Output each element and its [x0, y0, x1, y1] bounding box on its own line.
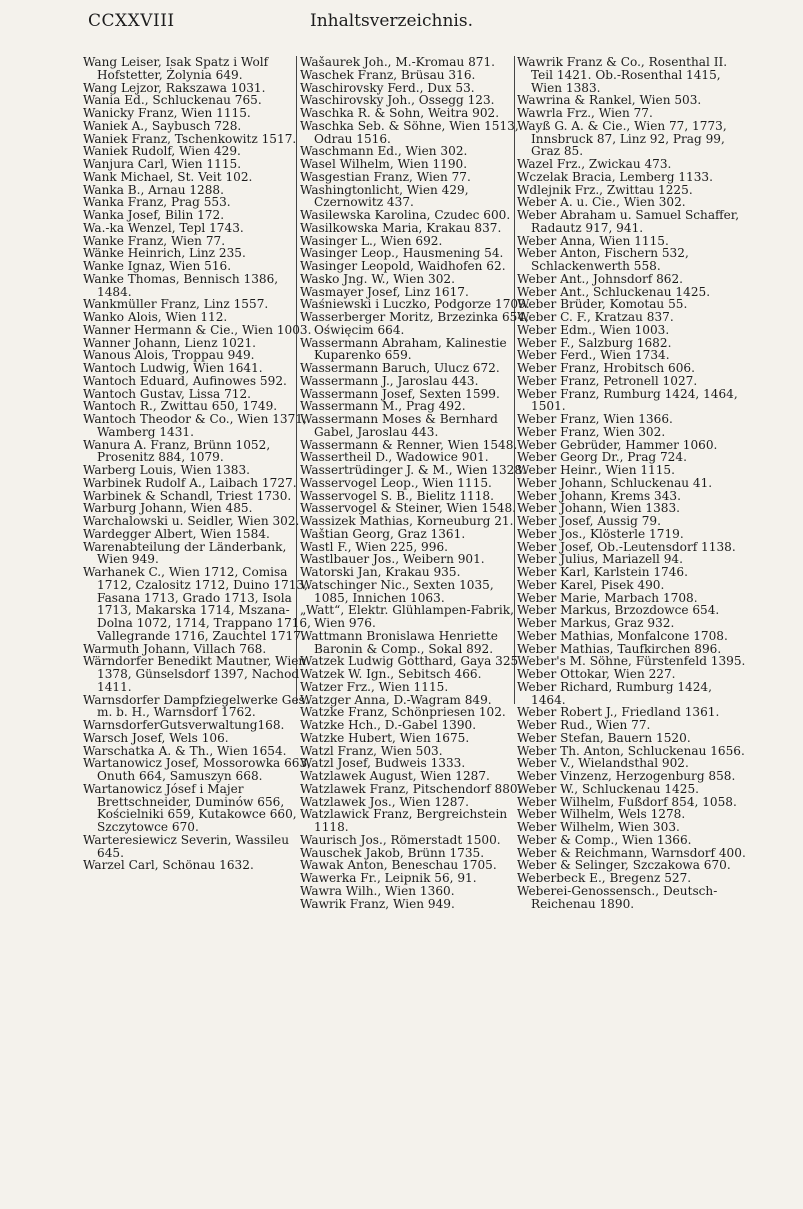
- index-entry: Wa.-ka Wenzel, Tepl 1743.: [83, 220, 244, 235]
- index-entry: Warzel Carl, Schönau 1632.: [83, 858, 254, 873]
- index-entry: Wantoch R., Zwittau 650, 1749.: [83, 399, 278, 414]
- index-entry: Weber Markus, Graz 932.: [517, 616, 675, 630]
- index-entry: Weber Franz, Rumburg 1424, 1464, 1501.: [517, 386, 738, 414]
- index-entry: Weber Richard, Rumburg 1424, 1464.: [517, 679, 712, 707]
- index-entry: Watzlawek Franz, Pitschendorf 880.: [300, 781, 522, 796]
- index-entry: Wasel Wilhelm, Wien 1190.: [300, 157, 468, 171]
- index-entry: Wank Michael, St. Veit 102.: [83, 169, 253, 184]
- index-entry: Wartanowicz Josef, Mossorowka 663, Onuth 664, Samuszyn 668.: [83, 756, 312, 783]
- index-entry: Watzke Hch., D.-Gabel 1390.: [300, 718, 477, 732]
- index-entry: Wasinger L., Wien 692.: [300, 233, 443, 248]
- index-entry: Wassertrüdinger J. & M., Wien 1328.: [300, 463, 526, 477]
- index-entry: Warnsdorfer Dampfziegelwerke Ges. m. b. H., Warnsdorf 1762.: [83, 692, 309, 720]
- index-entry: Wassermann M., Prag 492.: [300, 399, 466, 414]
- index-entry: Wanke Franz, Wien 77.: [83, 233, 226, 248]
- index-entry: Weber C. F., Kratzau 837.: [517, 310, 674, 324]
- index-entry: Waschmann Ed., Wien 302.: [300, 144, 468, 159]
- index-entry: Wawra Wilh., Wien 1360.: [300, 883, 455, 898]
- index-entry: Waurisch Jos., Römerstadt 1500.: [300, 832, 501, 847]
- index-entry: Wasserberger Moritz, Brzezinka 654, Oświęcim 664.: [300, 310, 529, 337]
- index-entry: Weber Ferd., Wien 1734.: [517, 348, 670, 363]
- index-entry: Weber Ant., Johnsdorf 862.: [517, 271, 684, 286]
- index-entry: Wanka B., Arnau 1288.: [83, 182, 224, 197]
- index-entry: Wassermann Moses & Bernhard Gabel, Jaroslau 443.: [300, 412, 498, 439]
- index-entry: Wdlejnik Frz., Zwittau 1225.: [517, 182, 693, 197]
- index-entry: Weber & Selinger, Szczakowa 670.: [517, 858, 731, 873]
- index-entry: Wassermann Baruch, Ulucz 672.: [300, 361, 500, 375]
- index-entry: Wänke Heinrich, Linz 235.: [83, 246, 246, 261]
- index-entry: Wartanowicz Jósef i Majer Brettschneider, Duminów 656, Kościelniki 659, Kutakowce 660, Szczytowce 670.: [83, 781, 297, 834]
- index-entry: Weber Ant., Schluckenau 1425.: [517, 284, 711, 299]
- index-entry: Warschatka A. & Th., Wien 1654.: [83, 743, 287, 758]
- index-entry: Weber W., Schluckenau 1425.: [517, 781, 699, 796]
- index-entry: Warchalowski u. Seidler, Wien 302.: [83, 514, 300, 528]
- index-entry: Watzer Frz., Wien 1115.: [300, 679, 449, 694]
- index-entry: Wanka Josef, Bilin 172.: [83, 208, 225, 222]
- index-entry: Wawrik Franz, Wien 949.: [300, 896, 455, 911]
- index-entry: Wawak Anton, Beneschau 1705.: [300, 858, 497, 873]
- index-entry: Watzke Franz, Schönpriesen 102.: [300, 705, 506, 720]
- index-entry: Watzl Josef, Budweis 1333.: [300, 756, 466, 771]
- index-entry: Watzl Franz, Wien 503.: [300, 743, 443, 758]
- index-entry: Weber Josef, Aussig 79.: [517, 514, 661, 528]
- index-entry: Wazel Frz., Zwickau 473.: [517, 157, 672, 171]
- index-entry: Weberbeck E., Bregenz 527.: [517, 871, 692, 885]
- index-entry: Wantoch Theodor & Co., Wien 1371, Wamberg 1431.: [83, 412, 307, 439]
- index-entry: Waschek Franz, Brüsau 316.: [300, 67, 476, 82]
- index-entry: Wasservogel Leop., Wien 1115.: [300, 475, 492, 490]
- index-entry: Weber Karl, Karlstein 1746.: [517, 565, 688, 579]
- index-entry: Wang Leiser, Isak Spatz i Wolf Hofstetter, Żolynia 649.: [83, 55, 269, 82]
- index-entry: Wassermann J., Jaroslau 443.: [300, 373, 479, 388]
- index-entry: Wastl F., Wien 225, 996.: [300, 539, 448, 554]
- index-entry: Wattmann Bronislawa Henriette Baronin & Comp., Sokal 892.: [300, 628, 498, 656]
- index-entry: Weber Stefan, Bauern 1520.: [517, 730, 691, 745]
- index-entry: Wasinger Leopold, Waidhofen 62.: [300, 259, 506, 273]
- index-entry: Weberei-Genossensch., Deutsch-Reichenau 1890.: [517, 883, 718, 911]
- index-entry: Watzlawick Franz, Bergreichstein 1118.: [300, 807, 508, 834]
- index-entry: Wardegger Albert, Wien 1584.: [83, 526, 270, 541]
- index-entry: Wang Lejzor, Rakszawa 1031.: [83, 80, 266, 95]
- index-entry: Wassermann & Renner, Wien 1548.: [300, 437, 518, 452]
- index-entry: Waschka Seb. & Söhne, Wien 1513, Odrau 1516.: [300, 118, 519, 146]
- index-entry: Wassizek Mathias, Korneuburg 21.: [300, 514, 514, 528]
- index-entry: Wanicky Franz, Wien 1115.: [83, 106, 251, 120]
- index-entry: Weber Edm., Wien 1003.: [517, 322, 670, 337]
- index-entry: Weber & Comp., Wien 1366.: [517, 832, 692, 847]
- index-entry: Weber V., Wielandsthal 902.: [517, 756, 689, 771]
- index-entry: Wanura A. Franz, Brünn 1052, Prosenitz 884, 1079.: [83, 437, 271, 465]
- index-entry: Wanner Hermann & Cie., Wien 1003.: [83, 322, 312, 337]
- index-entry: Wastlbauer Jos., Weibern 901.: [300, 552, 485, 567]
- index-entry: Weber's M. Söhne, Fürstenfeld 1395.: [517, 654, 746, 669]
- index-entry: Watzke Hubert, Wien 1675.: [300, 730, 470, 745]
- index-entry: Watzek Ludwig Gotthard, Gaya 325: [300, 654, 519, 669]
- index-entry: Wawerka Fr., Leipnik 56, 91.: [300, 871, 477, 885]
- index-entry: Warteresiewicz Severin, Wassileu 645.: [83, 832, 290, 860]
- index-entry: Wasko Jng. W., Wien 302.: [300, 271, 455, 286]
- index-entry: Warmuth Johann, Villach 768.: [83, 641, 267, 656]
- index-entry: Weber Franz, Petronell 1027.: [517, 373, 698, 388]
- index-entry: Warbinek & Schandl, Triest 1730.: [83, 488, 292, 503]
- index-entry: Weber Anton, Fischern 532, Schlackenwerth 558.: [517, 246, 689, 273]
- index-column-1: [83, 55, 313, 873]
- index-entry: Weber Vinzenz, Herzogenburg 858.: [517, 769, 736, 783]
- index-entry: Wanjura Carl, Wien 1115.: [83, 157, 242, 171]
- index-entry: Wasinger Leop., Hausmening 54.: [300, 246, 504, 261]
- index-entry: Waschirovsky Ferd., Dux 53.: [300, 80, 475, 95]
- index-column-2: [300, 55, 530, 911]
- index-column-3: [517, 55, 747, 911]
- index-entry: Weber Markus, Brzozdowce 654.: [517, 603, 720, 618]
- index-entry: Washingtonlicht, Wien 429, Czernowitz 437.: [300, 182, 469, 210]
- index-entry: Wanke Thomas, Bennisch 1386, 1484.: [83, 271, 279, 299]
- index-entry: Waschirovsky Joh., Ossegg 123.: [300, 93, 495, 108]
- index-entry: Waniek Rudolf, Wien 429.: [83, 144, 241, 159]
- index-entry: Waniek Franz, Tschenkowitz 1517.: [83, 131, 297, 146]
- index-entry: Warenabteilung der Länderbank, Wien 949.: [83, 539, 287, 567]
- index-entry: Waśniewski i Luczko, Podgorze 1709.: [300, 297, 530, 312]
- index-entry: Wantoch Ludwig, Wien 1641.: [83, 361, 263, 375]
- index-entry: Weber Abraham u. Samuel Schaffer, Radautz 917, 941.: [517, 208, 740, 235]
- index-entry: Waniek A., Saybusch 728.: [83, 118, 242, 133]
- index-entry: Watzlawek August, Wien 1287.: [300, 769, 490, 783]
- index-entry: Wantoch Eduard, Aufinowes 592.: [83, 373, 287, 388]
- index-entry: Weber Heinr., Wien 1115.: [517, 463, 675, 477]
- index-entry: WarnsdorferGutsverwaltung168.: [83, 718, 285, 732]
- index-entry: Weber & Reichmann, Warnsdorf 400.: [517, 845, 746, 860]
- index-entry: Weber Robert J., Friedland 1361.: [517, 705, 720, 720]
- index-entry: Wanner Johann, Lienz 1021.: [83, 335, 257, 350]
- index-entry: Watzger Anna, D.-Wagram 849.: [300, 692, 492, 707]
- index-entry: Wasmayer Josef, Linz 1617.: [300, 284, 469, 299]
- index-entry: Warberg Louis, Wien 1383.: [83, 463, 250, 477]
- index-entry: Wasservogel S. B., Bielitz 1118.: [300, 488, 494, 503]
- index-entry: Waštian Georg, Graz 1361.: [300, 526, 466, 541]
- index-entry: Wanko Alois, Wien 112.: [83, 310, 228, 324]
- page-header: [80, 6, 510, 34]
- index-entry: Wärndorfer Benedikt Mautner, Wien 1378, Günselsdorf 1397, Nachod 1411.: [83, 654, 307, 694]
- index-entry: Wassertheil D., Wadowice 901.: [300, 450, 489, 465]
- index-entry: Wankmüller Franz, Linz 1557.: [83, 297, 269, 312]
- index-entry: Watschinger Nic., Sexten 1035, 1085, Innichen 1063.: [300, 577, 494, 605]
- index-entry: Weber Julius, Mariazell 94.: [517, 552, 683, 567]
- index-entry: Weber Johann, Schluckenau 41.: [517, 475, 713, 490]
- index-entry: Wassermann Abraham, Kalinestie Kuparenko 659.: [300, 335, 507, 363]
- index-entry: „Watt“, Elektr. Glühlampen-Fabrik, Wien 976.: [300, 603, 514, 630]
- index-entry: Weber Rud., Wien 77.: [517, 718, 651, 732]
- index-entry: Weber Karel, Pisek 490.: [517, 577, 665, 592]
- index-entry: Watzlawek Jos., Wien 1287.: [300, 794, 469, 809]
- index-entry: Watzek W. Ign., Sebitsch 466.: [300, 667, 482, 681]
- index-entry: Weber Johann, Wien 1383.: [517, 501, 681, 516]
- page-number: CCXXVIII: [88, 11, 175, 31]
- index-entry: Wanke Ignaz, Wien 516.: [83, 259, 232, 273]
- index-entry: Warhanek C., Wien 1712, Comisa 1712, Czalositz 1712, Duino 1713, Fasana 1713, Grado 1713, Isola 1713, Makarska 1714, Mszana-Dolna 1072, 1714, Trappano 1716, Vallegrande 1716, Zauchtel 1717.: [83, 565, 311, 643]
- index-entry: Weber Jos., Klösterle 1719.: [517, 526, 684, 541]
- index-entry: Wanka Franz, Prag 553.: [83, 195, 231, 210]
- index-entry: Weber Marie, Marbach 1708.: [517, 590, 698, 605]
- index-entry: Warburg Johann, Wien 485.: [83, 501, 253, 516]
- index-entry: Weber Ottokar, Wien 227.: [517, 667, 676, 681]
- index-entry: Weber Wilhelm, Wels 1278.: [517, 807, 686, 822]
- index-entry: Weber Franz, Wien 1366.: [517, 412, 673, 426]
- index-entry: Weber Josef, Ob.-Leutensdorf 1138.: [517, 539, 736, 554]
- index-entry: Weber Georg Dr., Prag 724.: [517, 450, 687, 465]
- index-entry: Weber Franz, Wien 302.: [517, 424, 666, 439]
- index-entry: Wasservogel & Steiner, Wien 1548.: [300, 501, 517, 516]
- index-entry: Watorski Jan, Krakau 935.: [300, 565, 461, 579]
- index-entry: Wczelak Bracia, Lemberg 1133.: [517, 169, 713, 184]
- index-entry: Weber Brüder, Komotau 55.: [517, 297, 688, 312]
- index-entry: Weber Wilhelm, Fußdorf 854, 1058.: [517, 794, 737, 809]
- index-entry: Wantoch Gustav, Lissa 712.: [83, 386, 252, 401]
- index-entry: Weber Gebrüder, Hammer 1060.: [517, 437, 718, 452]
- index-entry: Weber Johann, Krems 343.: [517, 488, 681, 503]
- page-title: Inhaltsverzeichnis.: [310, 11, 473, 31]
- index-entry: Weber Mathias, Monfalcone 1708.: [517, 628, 728, 643]
- index-entry: Warsch Josef, Wels 106.: [83, 730, 229, 745]
- index-entry: Weber A. u. Cie., Wien 302.: [517, 195, 686, 210]
- index-entry: Wasilewska Karolina, Czudec 600.: [300, 208, 511, 222]
- index-entry: Weber Mathias, Taufkirchen 896.: [517, 641, 722, 656]
- index-entry: Weber Franz, Hrobitsch 606.: [517, 361, 695, 375]
- index-entry: Weber Anna, Wien 1115.: [517, 233, 669, 248]
- index-entry: Weber Th. Anton, Schluckenau 1656.: [517, 743, 745, 758]
- index-entry: Wauschek Jakob, Brünn 1735.: [300, 845, 485, 860]
- index-entry: Wašaurek Joh., M.-Kromau 871.: [300, 55, 496, 69]
- index-entry: Wasilkowska Maria, Krakau 837.: [300, 220, 502, 235]
- index-entry: Wawrik Franz & Co., Rosenthal II. Teil 1421. Ob.-Rosenthal 1415, Wien 1383.: [517, 55, 728, 95]
- index-entry: Weber Wilhelm, Wien 303.: [517, 820, 680, 834]
- index-entry: Wasgestian Franz, Wien 77.: [300, 169, 471, 184]
- index-entry: Wayß G. A. & Cie., Wien 77, 1773, Innsbruck 87, Linz 92, Prag 99, Graz 85.: [517, 118, 727, 159]
- index-entry: Wawrina & Rankel, Wien 503.: [517, 93, 702, 108]
- index-entry: Weber F., Salzburg 1682.: [517, 335, 672, 350]
- index-entry: Warbinek Rudolf A., Laibach 1727.: [83, 475, 297, 490]
- index-entry: Wawrla Frz., Wien 77.: [517, 106, 653, 120]
- index-entry: Waschka R. & Sohn, Weitra 902.: [300, 106, 500, 120]
- index-entry: Wassermann Josef, Sexten 1599.: [300, 386, 500, 401]
- index-entry: Wanous Alois, Troppau 949.: [83, 348, 255, 363]
- index-entry: Wania Ed., Schluckenau 765.: [83, 93, 262, 108]
